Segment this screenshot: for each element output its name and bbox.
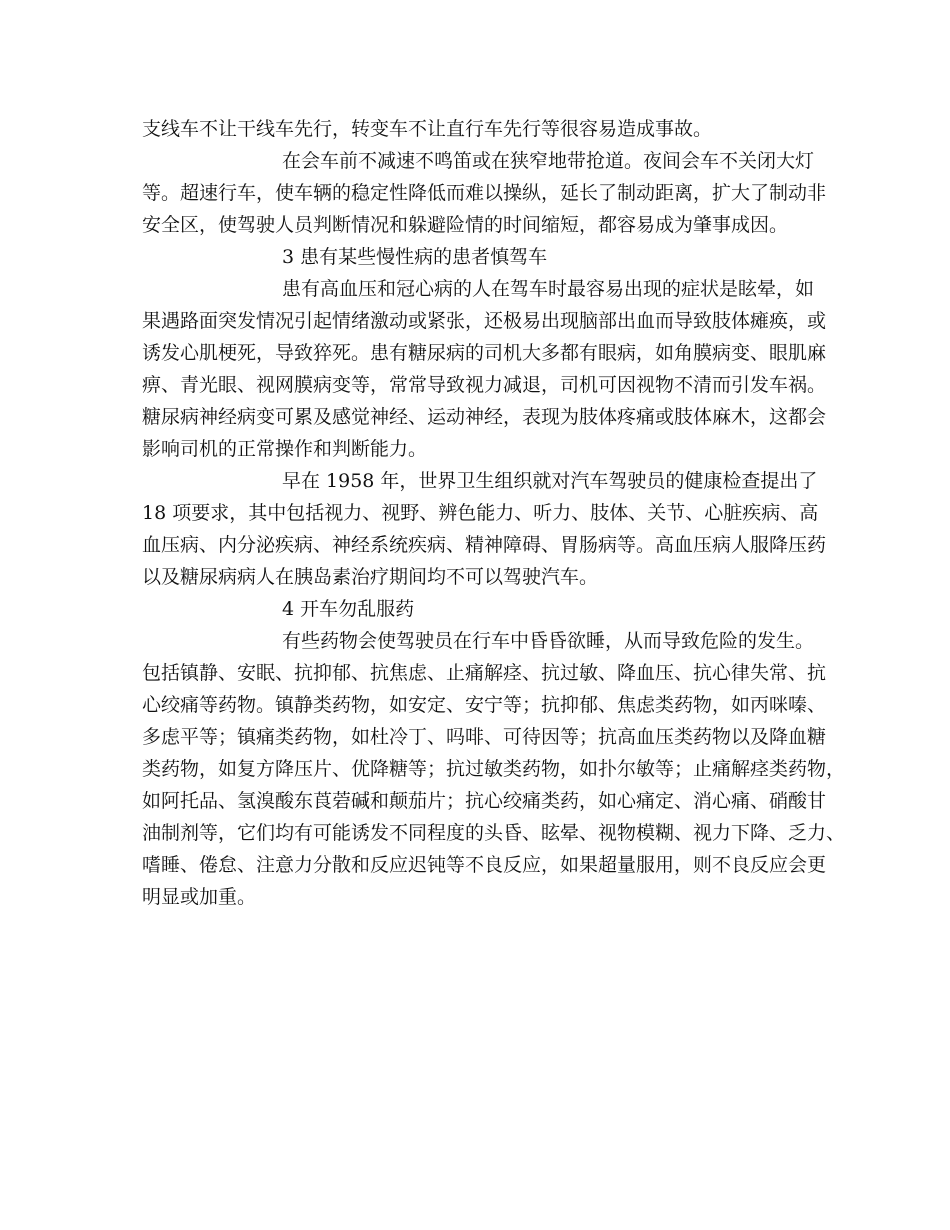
text-line: 安全区，使驾驶人员判断情况和躲避险情的时间缩短，都容易成为肇事成因。 <box>142 214 789 236</box>
paragraph-first-line: 有些药物会使驾驶员在行车中昏昏欲睡，从而导致危险的发生。 <box>282 630 815 652</box>
text-line: 等。超速行车，使车辆的稳定性降低而难以操纵，延长了制动距离，扩大了制动非 <box>142 182 827 204</box>
paragraph-first-line: 患有高血压和冠心病的人在驾车时最容易出现的症状是眩晕，如 <box>282 278 815 300</box>
text-line: 包括镇静、安眠、抗抑郁、抗焦虑、止痛解痉、抗过敏、降血压、抗心律失常、抗 <box>142 662 827 684</box>
text-line: 油制剂等，它们均有可能诱发不同程度的头昏、眩晕、视物模糊、视力下降、乏力、 <box>142 822 846 844</box>
text-line: 支线车不让干线车先行，转变车不让直行车先行等很容易造成事故。 <box>142 118 713 140</box>
text-line: 痹、青光眼、视网膜病变等，常常导致视力减退，司机可因视物不清而引发车祸。 <box>142 374 827 396</box>
text-line: 18 项要求，其中包括视力、视野、辨色能力、听力、肢体、关节、心脏疾病、高 <box>142 502 819 524</box>
paragraph-first-line: 早在 1958 年，世界卫生组织就对汽车驾驶员的健康检查提出了 <box>282 470 818 492</box>
section-heading: 4 开车勿乱服药 <box>282 598 415 620</box>
text-line: 类药物，如复方降压片、优降糖等；抗过敏类药物，如扑尔敏等；止痛解痉类药物， <box>142 758 846 780</box>
text-line: 诱发心肌梗死，导致猝死。患有糖尿病的司机大多都有眼病，如角膜病变、眼肌麻 <box>142 342 827 364</box>
text-line: 果遇路面突发情况引起情绪激动或紧张，还极易出现脑部出血而导致肢体瘫痪，或 <box>142 310 827 332</box>
text-line: 多虑平等；镇痛类药物，如杜冷丁、吗啡、可待因等；抗高血压类药物以及降血糖 <box>142 726 827 748</box>
text-line: 嗜睡、倦怠、注意力分散和反应迟钝等不良反应，如果超量服用，则不良反应会更 <box>142 854 827 876</box>
text-line: 血压病、内分泌疾病、神经系统疾病、精神障碍、胃肠病等。高血压病人服降压药 <box>142 534 827 556</box>
text-line: 明显或加重。 <box>142 886 257 908</box>
text-line: 糖尿病神经病变可累及感觉神经、运动神经，表现为肢体疼痛或肢体麻木，这都会 <box>142 406 827 428</box>
text-line: 如阿托品、氢溴酸东莨菪碱和颠茄片；抗心绞痛类药，如心痛定、消心痛、硝酸甘 <box>142 790 827 812</box>
paragraph-first-line: 在会车前不减速不鸣笛或在狭窄地带抢道。夜间会车不关闭大灯 <box>282 150 815 172</box>
text-line: 心绞痛等药物。镇静类药物，如安定、安宁等；抗抑郁、焦虑类药物，如丙咪嗪、 <box>142 694 827 716</box>
text-line: 影响司机的正常操作和判断能力。 <box>142 438 428 460</box>
section-heading: 3 患有某些慢性病的患者慎驾车 <box>282 246 548 268</box>
text-line: 以及糖尿病病人在胰岛素治疗期间均不可以驾驶汽车。 <box>142 566 599 588</box>
